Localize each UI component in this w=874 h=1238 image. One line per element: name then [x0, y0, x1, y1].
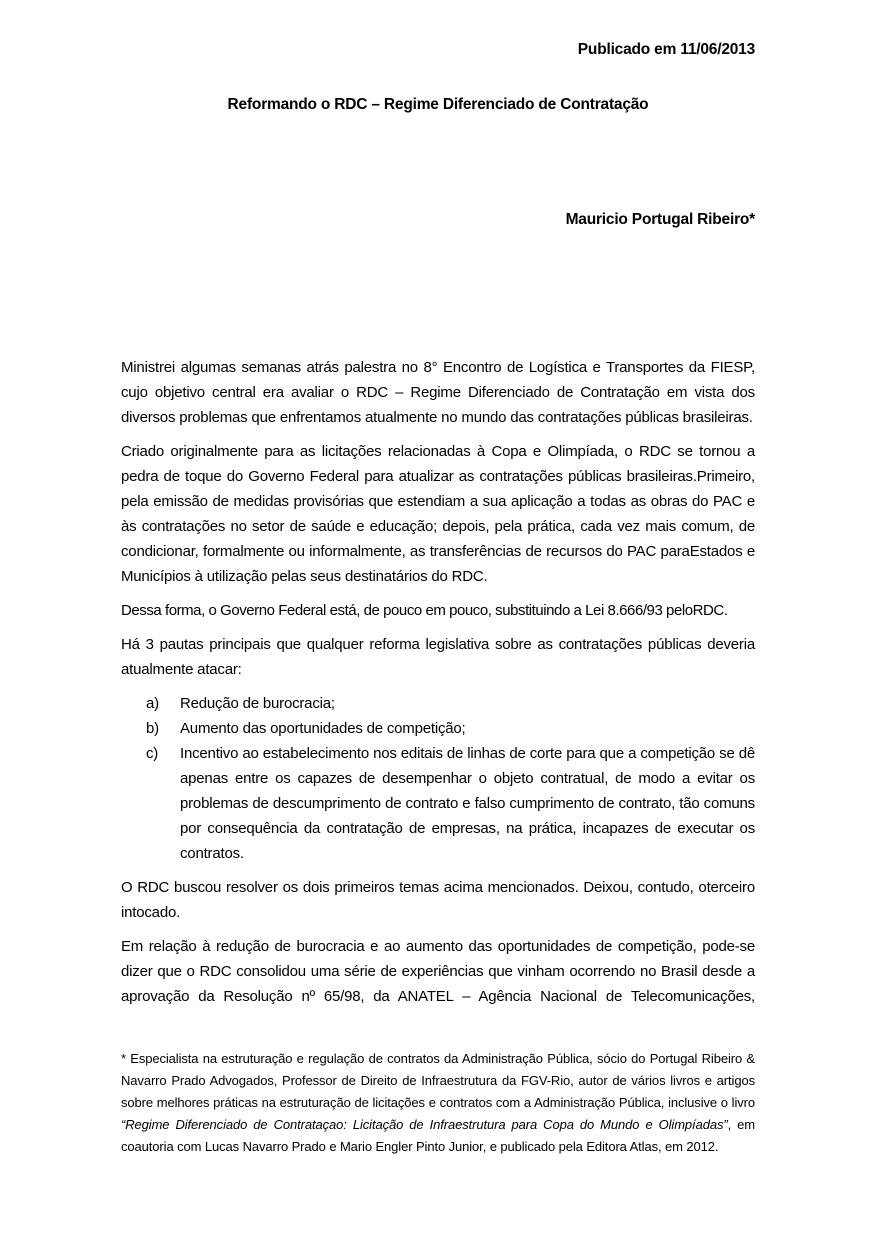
list-marker-c: c) — [146, 745, 159, 762]
paragraph-resolver: O RDC buscou resolver os dois primeiros temas acima mencionados. Deixou, contudo, oterceiro intocado. — [121, 879, 755, 921]
list-marker-a: a) — [146, 695, 159, 712]
paragraph-pautas: Há 3 pautas principais que qualquer reforma legislativa sobre as contratações públicas deveria atualmente atacar: — [121, 636, 755, 678]
published-date: Publicado em 11/06/2013 — [577, 41, 755, 58]
author-byline: Mauricio Portugal Ribeiro* — [565, 211, 755, 228]
list-item-c — [146, 741, 755, 866]
list-marker-b: b) — [146, 720, 159, 737]
page-content — [121, 0, 755, 1018]
alpha-list — [121, 691, 755, 866]
page-title: Reformando o RDC – Regime Diferenciado de Contratação — [227, 96, 649, 113]
paragraph-anatel: Em relação à redução de burocracia e ao aumento das oportunidades de competição, pode-se dizer que o RDC consolidou uma série de experiências que vinham ocorrendo no Brasil desde a aprovação da Resolução nº 65/98, da ANATEL – Agência Nacional de Telecomunicações, — [121, 938, 755, 1005]
paragraph-lei-8666: Dessa forma, o Governo Federal está, de pouco em pouco, substituindo a Lei 8.666/93 peloRDC. — [121, 602, 728, 619]
footnote-text-before: * Especialista na estruturação e regulação de contratos da Administração Pública, sócio do Portugal Ribeiro & Navarro Prado Advogados, Professor de Direito de Infraestrutura da FGV-Rio, autor de vários livros e artigos sobre melhores práticas na estruturação de licitações e contratos com a Administração Pública, inclusive o livro — [121, 1051, 755, 1110]
paragraph-intro: Ministrei algumas semanas atrás palestra no 8° Encontro de Logística e Transportes da FIESP, cujo objetivo central era avaliar o RDC – Regime Diferenciado de Contratação em vista dos diversos problemas que enfrentamos atualmente no mundo das contratações públicas brasileiras. — [121, 359, 755, 426]
footnote — [121, 1048, 755, 1158]
footnote-book-title: “Regime Diferenciado de Contrataçao: Licitação de Infraestrutura para Copa do Mundo e Olimpíadas” — [121, 1117, 728, 1132]
footnote-text-after: , em coautoria com Lucas Navarro Prado e Mario Engler Pinto Junior, e publicado pela Editora Atlas, em 2012. — [121, 1117, 755, 1154]
paragraph-origin: Criado originalmente para as licitações relacionadas à Copa e Olimpíada, o RDC se tornou a pedra de toque do Governo Federal para atualizar as contratações públicas brasileiras.Primeiro, pela emissão de medidas provisórias que estendiam a sua aplicação a todas as obras do PAC e às contratações no setor de saúde e educação; depois, pela prática, cada vez mais comum, de condicionar, formalmente ou informalmente, as transferências de recursos do PAC paraEstados e Municípios à utilização pelas seus destinatários do RDC. — [121, 443, 755, 585]
list-text-b: Aumento das oportunidades de competição; — [180, 720, 466, 737]
list-text-c: Incentivo ao estabelecimento nos editais de linhas de corte para que a competição se dê apenas entre os capazes de desempenhar o objeto contratual, de modo a evitar os problemas de descumprimento de contrato e falso cumprimento de contrato, tão comuns por consequência da contratação de empresas, na prática, incapazes de executar os contratos. — [180, 745, 755, 862]
list-item-a — [146, 691, 755, 716]
list-text-a: Redução de burocracia; — [180, 695, 335, 712]
list-item-b — [146, 716, 755, 741]
